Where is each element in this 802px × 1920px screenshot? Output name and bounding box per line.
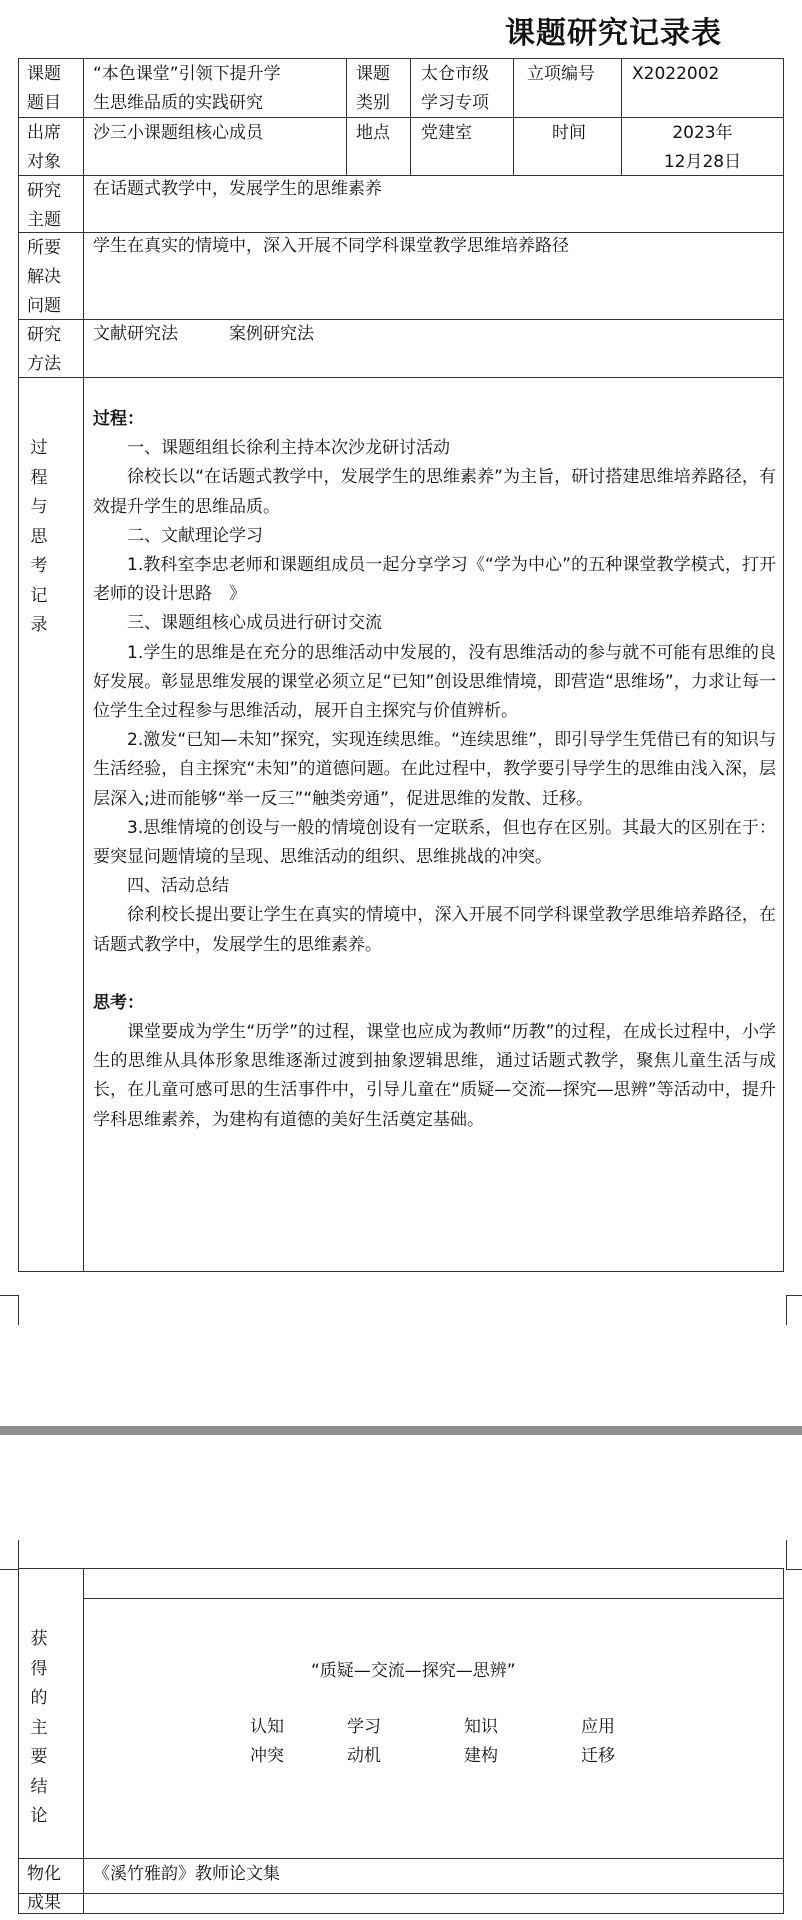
theme-label-line1: 研究: [27, 181, 61, 201]
attendees-label-line2: 对象: [27, 152, 61, 172]
process-paragraph: 3.思维情境的创设与一般的情境创设有一定联系，但也存在区别。其最大的区别在于：要突显问题情境的呈现、思维活动的组织、思维挑战的冲突。: [93, 817, 776, 868]
conclusion-label: [21, 1625, 57, 1832]
topic-value-line1: “本色课堂”引领下提升学: [93, 64, 281, 84]
conclusion-label-char: 的: [30, 1688, 48, 1708]
conclusion-item-line2: 动机: [347, 1746, 381, 1766]
conclusion-label-char: 主: [30, 1717, 48, 1738]
process-label: [21, 434, 57, 641]
project-no-value: X2022002: [632, 64, 720, 84]
theme-label: [27, 177, 61, 235]
process-label-char: 考: [30, 556, 48, 576]
theme-value: 在话题式教学中，发展学生的思维素养: [93, 179, 382, 199]
process-paragraph: 2.激发“已知—未知”探究，实现连续思维。“连续思维”，即引导学生凭借已有的知识与生活经验，自主探究“未知”的道德问题。在此过程中，教学要引导学生的思维由浅入深，层层深入;进而能够“举一反三”“触类旁通”，促进思维的发散、迁移。: [93, 730, 776, 809]
process-paragraph: 二、文献理论学习: [127, 525, 263, 546]
method-label-line2: 方法: [27, 354, 61, 374]
process-paragraph: 1.学生的思维是在充分的思维活动中发展的，没有思维活动的参与就不可能有思维的良好发展。彰显思维发展的课堂必须立足“已知”创设思维情境，即营造“思维场”，力求让每一位学生全过程参与思维活动，展开自主探究与价值辨析。: [93, 642, 776, 722]
topic-value: [93, 60, 281, 118]
process-paragraph: 一、课题组组长徐利主持本次沙龙研讨活动: [127, 438, 450, 459]
type-value-line1: 太仓市级: [421, 64, 489, 84]
conclusion-label-char: 得: [30, 1658, 48, 1679]
topic-label-text: 课题 题目: [27, 64, 61, 113]
conclusion-item-line2: 建构: [464, 1746, 498, 1766]
conclusion-item-line1: 学习: [347, 1717, 381, 1737]
conclusion-item-line1: 认知: [250, 1717, 284, 1737]
topic-label: [27, 60, 61, 118]
project-no-label: 立项编号: [527, 64, 595, 84]
time-label: 时间: [552, 123, 586, 143]
outcome-label-line1: 物化: [27, 1864, 61, 1884]
location-value: 党建室: [421, 123, 472, 143]
attendees-value: 沙三小课题组核心成员: [93, 123, 263, 143]
process-paragraph: 徐校长以“在话题式教学中，发展学生的思维素养”为主旨，研讨搭建思维培养路径，有效提升学生的思维品质。: [93, 467, 776, 517]
conclusion-item: [250, 1713, 284, 1771]
process-label-char: 程: [30, 467, 48, 488]
page-title: 课题研究记录表: [505, 16, 722, 51]
process-label-char: 过: [30, 438, 48, 458]
type-label-line2: 类别: [356, 93, 390, 113]
type-value-line2: 学习专项: [421, 93, 489, 113]
conclusion-item: [347, 1713, 381, 1771]
problem-value: 学生在真实的情境中，深入开展不同学科课堂教学思维培养路径: [93, 236, 569, 256]
process-heading: 过程：: [93, 409, 144, 429]
attendees-label: [27, 119, 61, 177]
theme-label-line2: 主题: [27, 210, 61, 230]
outcome-value: 《溪竹雅韵》教师论文集: [93, 1864, 280, 1884]
type-label-line1: 课题: [356, 64, 390, 84]
conclusion-label-char: 结: [30, 1776, 48, 1797]
conclusion-item-line2: 冲突: [250, 1746, 284, 1766]
thinking-paragraph: 课堂要成为学生“历学”的过程，课堂也应成为教师“历教”的过程，在成长过程中，小学生的思维从具体形象思维逐渐过渡到抽象逻辑思维，通过话题式教学，聚焦儿童生活与成长，在儿童可感可思的生活事件中，引导儿童在“质疑—交流—探究—思辨”等活动中，提升学科思维素养，为建构有道德的美好生活奠定基础。: [93, 1022, 776, 1130]
conclusion-item-line2: 迁移: [581, 1746, 615, 1766]
process-content: [93, 405, 776, 1135]
conclusion-item: [464, 1713, 498, 1771]
process-label-char: 与: [30, 497, 48, 517]
outcome-label-line2: 成果: [27, 1893, 61, 1913]
problem-label-line3: 问题: [27, 296, 61, 316]
process-label-char: 录: [30, 615, 48, 635]
page-separator: [0, 1426, 802, 1435]
conclusion-item-line1: 知识: [464, 1717, 498, 1737]
conclusion-label-char: 获: [30, 1629, 48, 1649]
conclusion-label-char: 论: [30, 1806, 48, 1826]
type-label: [356, 60, 390, 118]
method-label-line1: 研究: [27, 325, 61, 345]
method-value-1: 文献研究法: [93, 324, 178, 344]
model-title: “质疑—交流—探究—思辨”: [311, 1661, 516, 1681]
conclusion-item-line1: 应用: [581, 1717, 615, 1737]
process-paragraph: 1.教科室李忠老师和课题组成员一起分享学习《“学为中心”的五种课堂教学模式，打开老师的设计思路 》: [93, 555, 776, 605]
time-value-line2: 12月28日: [663, 152, 742, 172]
process-paragraph: 三、课题组核心成员进行研讨交流: [127, 613, 382, 634]
method-label: [27, 321, 61, 379]
time-value: [622, 119, 783, 177]
type-value: [421, 60, 489, 118]
problem-label-line2: 解决: [27, 267, 61, 287]
conclusion-label-char: 要: [30, 1747, 48, 1767]
conclusion-item: [581, 1713, 615, 1771]
problem-label-line1: 所要: [27, 238, 61, 258]
thinking-heading: 思考：: [93, 992, 144, 1013]
time-value-line1: 2023年: [672, 123, 733, 143]
process-label-char: 记: [30, 585, 48, 606]
process-paragraph: 徐利校长提出要让学生在真实的情境中，深入开展不同学科课堂教学思维培养路径，在话题式教学中，发展学生的思维素养。: [93, 905, 776, 955]
problem-label: [27, 234, 61, 321]
topic-value-line2: 生思维品质的实践研究: [93, 93, 263, 113]
method-value-2: 案例研究法: [229, 324, 314, 344]
attendees-label-line1: 出席: [27, 123, 61, 143]
outcome-label: [27, 1860, 61, 1918]
location-label: 地点: [356, 123, 390, 143]
process-paragraph: 四、活动总结: [127, 876, 229, 897]
process-label-char: 思: [30, 526, 48, 547]
